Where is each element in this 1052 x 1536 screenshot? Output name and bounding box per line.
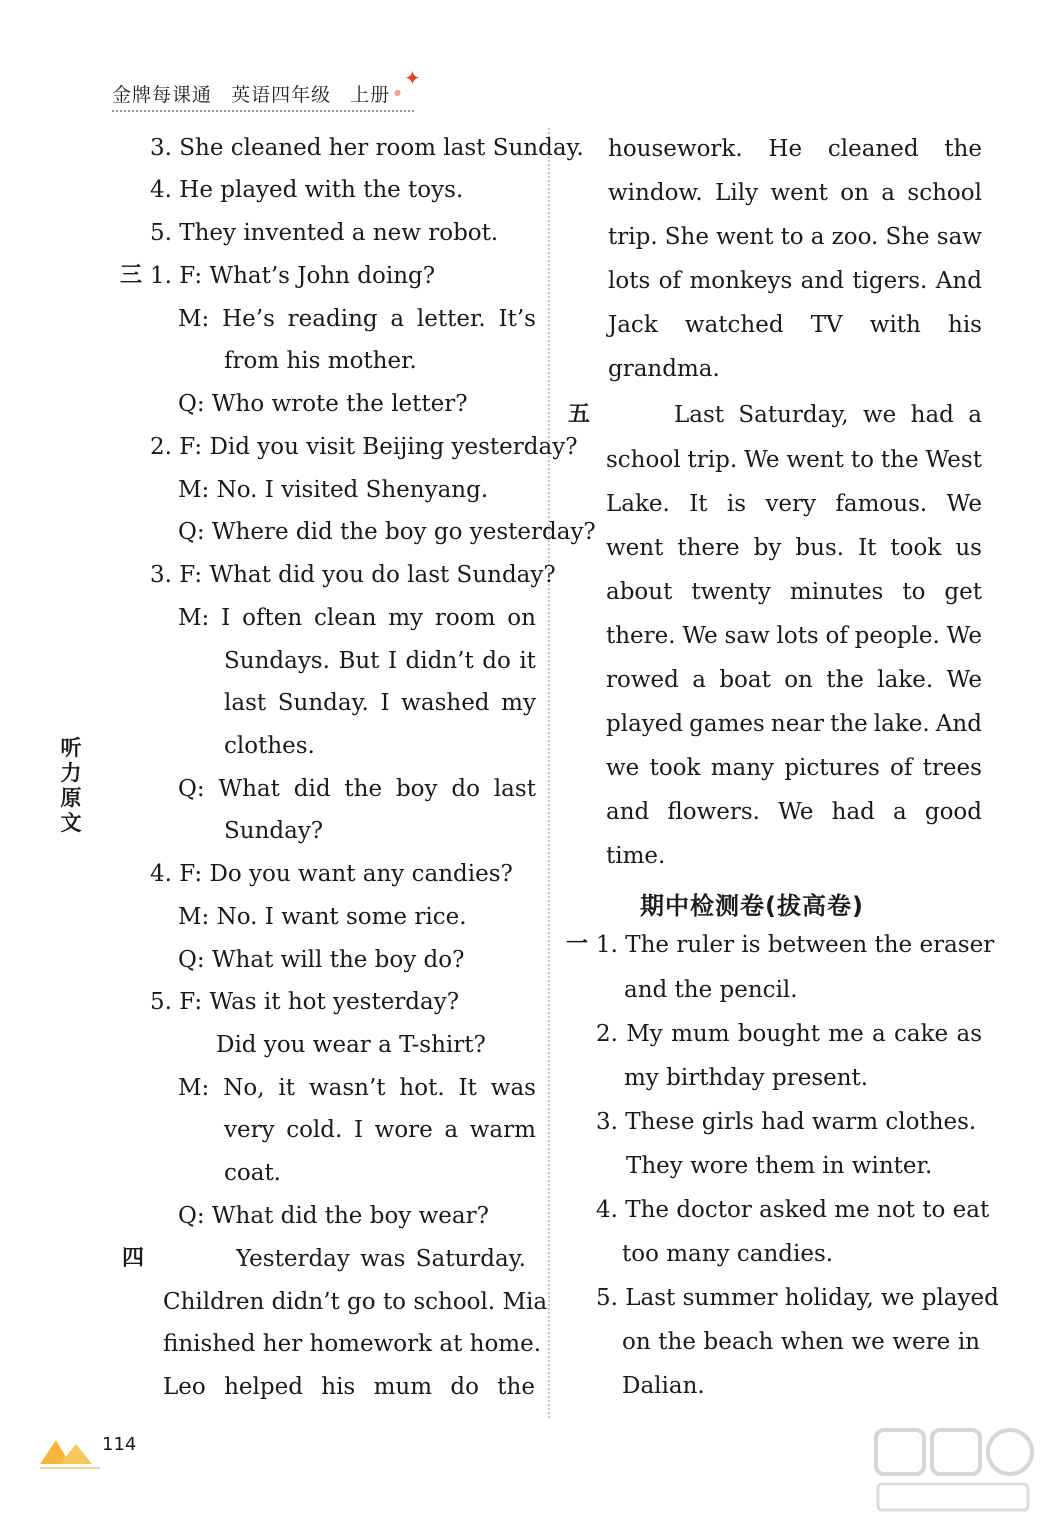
word: bought [737,1021,820,1047]
text-line: 5. They invented a new robot. [150,220,499,246]
text-line: 4. The doctor asked me not to eat [596,1197,990,1223]
text-line [608,135,982,163]
text-line: Q: What did the boy wear? [178,1203,489,1229]
word: zoo. [831,224,879,250]
text-line: Did you wear a T-shirt? [216,1032,486,1058]
word: We [778,799,814,825]
text-line: Q: What will the boy do? [178,947,465,973]
word: me [828,1021,864,1047]
word: played [606,711,684,737]
page-corner-icon [40,1432,100,1472]
word: it [278,1075,296,1101]
text-line [622,1328,980,1356]
text-line: 4. F: Do you want any candies? [150,861,513,887]
word: is [726,491,747,517]
text-line [178,1074,536,1102]
text-line: 1. The ruler is between the eraser [596,932,995,958]
text-line [236,1245,526,1273]
word: it [519,648,536,674]
word: the [880,447,919,473]
word: there. [606,623,676,649]
word: trees [922,755,982,781]
word: beach [703,1329,774,1355]
word: boy [395,776,438,802]
word: had [831,799,875,825]
text-line: too many candies. [622,1241,834,1267]
word: tigers. [852,268,928,294]
word: mum [671,1021,730,1047]
word: lots [608,268,651,294]
word: were [892,1329,951,1355]
word: hot. [399,1075,445,1101]
word: with [869,312,921,338]
word: I [387,648,398,674]
word: monkeys [689,268,793,294]
word: clean [314,605,377,631]
word: my [501,690,536,716]
word: And [935,711,982,737]
word: washed [401,690,490,716]
text-line: my birthday present. [624,1065,869,1091]
word: Lily [715,180,759,206]
section-marker-3: 三 [120,263,143,288]
word: TV [810,312,843,338]
word: I [221,605,231,631]
word: a [390,306,405,332]
word: flowers. [667,799,760,825]
text-line [606,622,982,650]
word: We [946,623,982,649]
word: last [224,690,267,716]
word: It [689,491,708,517]
word: watched [684,312,784,338]
word: good [924,799,982,825]
word: his [321,1374,356,1400]
word: M: [178,1075,210,1101]
word: I [380,690,390,716]
text-line: 5. F: Was it hot yesterday? [150,989,460,1015]
text-line [608,179,982,207]
word: there [677,535,740,561]
word: mum [373,1374,433,1400]
word: went [716,224,774,250]
word: a [872,1021,886,1047]
word: we [606,755,640,781]
text-line [163,1373,535,1401]
word: was [360,1246,406,1272]
word: It [858,535,877,561]
text-line: 3. F: What did you do last Sunday? [150,562,556,588]
word: minutes [789,579,884,605]
text-line: 3. These girls had warm clothes. [596,1109,977,1135]
text-line: 1. F: What’s John doing? [150,263,436,289]
word: to [850,447,874,473]
word: He [768,136,803,162]
word: We [744,447,780,473]
text-line: clothes. [224,733,315,759]
word: many [710,755,775,781]
word: Last [674,402,725,428]
text-line: Q: Who wrote the letter? [178,391,468,417]
text-line: Sunday? [224,818,324,844]
text-line [178,305,536,333]
word: My [626,1021,663,1047]
word: about [606,579,673,605]
word: Saturday. [415,1246,526,1272]
word: had [910,402,954,428]
word: a [893,799,907,825]
word: the [658,1329,696,1355]
word: boat [719,667,771,693]
word: to [780,224,804,250]
word: a [810,224,825,250]
word: Sundays. [224,648,330,674]
word: I [353,1117,364,1143]
text-line: Q: Where did the boy go yesterday? [178,519,596,545]
text-line [606,754,982,782]
word: do [450,1374,479,1400]
word: housework. [608,136,743,162]
header-divider [112,110,414,112]
text-line: 5. Last summer holiday, we played [596,1285,999,1311]
text-line [674,401,982,429]
word: West [925,447,982,473]
word: It [458,1075,477,1101]
word: warm [469,1117,536,1143]
word: cake [894,1021,949,1047]
word: We [682,623,718,649]
word: of [890,755,913,781]
word: No, [223,1075,265,1101]
word: pictures [784,755,880,781]
star-icon: ✦ [404,66,421,90]
text-line: finished her homework at home. [163,1331,542,1357]
word: of [658,268,682,294]
word: by [753,535,782,561]
word: trip. [687,447,738,473]
word: Leo [163,1374,206,1400]
text-line [606,666,982,694]
word: very [224,1117,275,1143]
word: wore [374,1117,433,1143]
text-line: and the pencil. [624,977,798,1003]
text-line [606,798,982,826]
word: didn’t [405,648,474,674]
word: cleaned [827,136,919,162]
column-divider [548,128,550,1418]
word: the [944,136,982,162]
text-line: They wore them in winter. [626,1153,933,1179]
word: cold. [286,1117,343,1143]
word: window. [608,180,703,206]
text-line [608,267,982,295]
text-line: 4. He played with the toys. [150,177,464,203]
running-header [112,80,402,107]
word: took [649,755,701,781]
word: We [946,491,982,517]
word: to [902,579,926,605]
book-title: 金牌每课通 [112,84,213,106]
word: M: [178,306,210,332]
word: rowed [606,667,679,693]
text-line: 2. F: Did you visit Beijing yesterday? [150,434,578,460]
text-line [606,578,982,606]
page-number: 114 [102,1434,137,1455]
word: was [490,1075,536,1101]
word: in [957,1329,980,1355]
section-marker-4: 四 [122,1246,145,1271]
word: letter. [416,306,486,332]
text-line: grandma. [608,356,720,382]
word: do [451,776,480,802]
word: saw [936,224,982,250]
word: lake. [873,711,930,737]
word: went [786,447,844,473]
text-line [178,604,536,632]
word: school [907,180,982,206]
word: on [784,667,813,693]
text-line: from his mother. [224,348,417,374]
word: helped [224,1374,303,1400]
word: do [482,648,511,674]
word: people. [854,623,940,649]
word: lake. [877,667,934,693]
word: trip. [608,224,658,250]
word: a [881,180,895,206]
word: a [968,402,982,428]
word: Saturday, [738,402,849,428]
volume: 上册 [350,84,391,106]
word: the [344,776,383,802]
section-marker-5: 五 [568,402,591,427]
word: 2. [596,1021,618,1047]
word: on [622,1329,651,1355]
word: But [338,648,380,674]
word: did [293,776,331,802]
word: games [689,711,765,737]
text-line [224,647,536,675]
word: Sunday. [277,690,369,716]
word: often [242,605,303,631]
text-line [596,1020,982,1048]
word: his [948,312,982,338]
word: She [664,224,709,250]
word: get [944,579,982,605]
watermark-logo-icon [870,1420,1040,1520]
word: went [770,180,828,206]
subject: 英语四年级 [231,84,332,106]
word: wasn’t [308,1075,386,1101]
word: Q: [178,776,205,802]
section-marker-1: 一 [566,932,589,957]
text-line [608,223,982,251]
word: a [444,1117,459,1143]
word: room [434,605,496,631]
word: Yesterday [236,1246,350,1272]
word: We [946,667,982,693]
word: the [826,667,864,693]
word: He’s [222,306,275,332]
text-line [224,689,536,717]
text-line [606,446,982,474]
word: and [800,268,844,294]
word: as [956,1021,982,1047]
text-line: coat. [224,1160,281,1186]
word: my [388,605,424,631]
word: went [606,535,664,561]
side-label: 听力原文 [60,736,82,835]
word: a [692,667,706,693]
text-line: Children didn’t go to school. Mia [163,1289,548,1315]
word: school [606,447,681,473]
word: we [851,1329,885,1355]
word: took [890,535,942,561]
word: when [780,1329,844,1355]
text-line: time. [606,843,666,869]
word: very [765,491,817,517]
word: on [840,180,869,206]
word: and [606,799,650,825]
word: It’s [498,306,536,332]
word: Lake. [606,491,670,517]
word: She [885,224,930,250]
section-title: 期中检测卷(拔高卷) [640,892,864,920]
word: the [497,1374,535,1400]
text-line: 3. She cleaned her room last Sunday. [150,135,584,161]
word: near [770,711,825,737]
text-line [608,311,982,339]
text-line [606,710,982,738]
text-line [606,490,982,518]
text-line [606,534,982,562]
word: And [935,268,982,294]
text-line [224,1116,536,1144]
word: M: [178,605,210,631]
word: What [218,776,280,802]
word: twenty [691,579,771,605]
text-line [178,775,536,803]
word: us [955,535,982,561]
word: on [507,605,536,631]
word: bus. [795,535,845,561]
word: famous. [835,491,928,517]
word: saw [724,623,770,649]
text-line: M: No. I want some rice. [178,904,467,930]
word: reading [287,306,378,332]
word: Jack [608,312,658,338]
word: lots [776,623,819,649]
word: last [493,776,536,802]
text-line: Dalian. [622,1373,705,1399]
word: of [825,623,848,649]
text-line: M: No. I visited Shenyang. [178,477,489,503]
dot-icon: ● [394,88,401,97]
word: the [830,711,868,737]
word: we [862,402,897,428]
